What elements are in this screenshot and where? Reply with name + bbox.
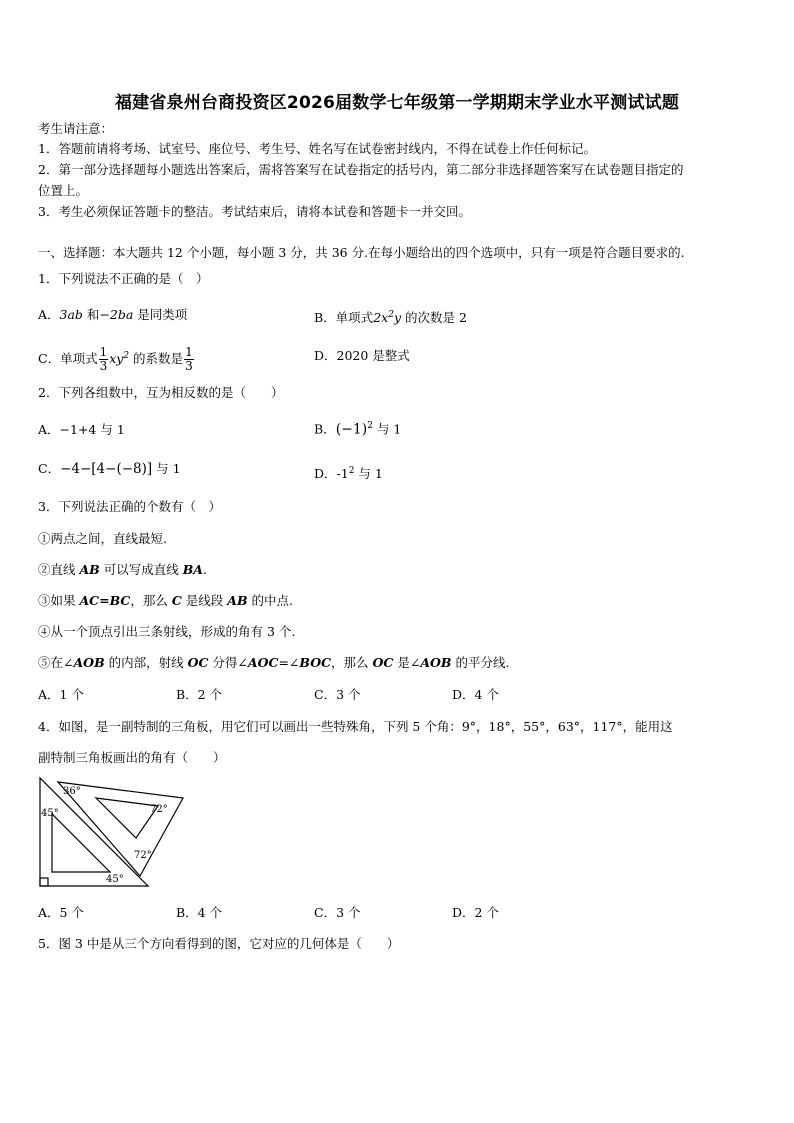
q1-c-label: C．单项式 <box>38 351 98 367</box>
q2-b-label: B． <box>314 421 336 437</box>
q2-c-expr: −4−[4−(−8)] <box>60 461 153 477</box>
q2-option-c <box>38 460 181 478</box>
triangle-45-inner <box>52 814 110 872</box>
t: ⑤在∠ <box>38 655 74 670</box>
q2-b-end: 与 1 <box>372 421 402 437</box>
q5-stem: 5．图 3 中是从三个方向看得到的图，它对应的几何体是（ ） <box>38 936 400 951</box>
t: 分得∠ <box>208 655 248 670</box>
angle-label-72-bottom: 72° <box>134 850 152 861</box>
frac-num: 1 <box>185 345 193 360</box>
q4-option-b: B．4 个 <box>176 905 223 920</box>
triangle-special-inner <box>96 798 158 838</box>
m: C <box>171 593 182 608</box>
q2-c-label: C． <box>38 461 61 476</box>
notice-item-3: 3．考生必须保证答题卡的整洁。考试结束后，请将本试卷和答题卡一并交回。 <box>38 204 471 219</box>
m: AB <box>227 593 248 608</box>
t: ②直线 <box>38 562 80 577</box>
q1-b-sup: 2 <box>388 310 394 320</box>
q1-a-math2: −2ba <box>99 307 134 322</box>
q2-d-label: D． <box>314 466 337 482</box>
q2-option-b <box>314 417 401 439</box>
q1-c-fraction <box>99 346 109 373</box>
q2-b-expr: (−1) <box>335 421 368 438</box>
notice-item-2: 2．第一部分选择题每小题选出答案后，需将答案写在试卷指定的括号内，第二部分非选择题答案写在试卷题目指定的 <box>38 162 684 177</box>
q2-d-expr: -1 <box>336 466 349 482</box>
q4-option-c: C．3 个 <box>314 905 361 920</box>
q1-b-math: 2x <box>373 310 389 326</box>
q2-d-end: 与 1 <box>354 466 383 482</box>
q1-c-sup: 2 <box>123 351 130 361</box>
q2-a-label: A． <box>38 422 60 437</box>
t: 的内部，射线 <box>104 655 188 670</box>
q2-option-d <box>314 462 383 483</box>
q3-statement-5 <box>38 654 509 672</box>
m: AC=BC <box>79 593 131 608</box>
q2-c-end: 与 1 <box>152 461 181 476</box>
t: ③如果 <box>38 593 80 608</box>
notice-heading: 考生请注意： <box>38 121 114 136</box>
q3-statement-1: ①两点之间，直线最短. <box>38 531 167 546</box>
q3-statement-2 <box>38 561 207 579</box>
q2-option-a <box>38 421 125 439</box>
m: OC <box>372 655 394 670</box>
m: BOC <box>299 655 332 670</box>
q1-option-c <box>38 338 195 377</box>
t: 可以写成直线 <box>99 562 183 577</box>
q2-stem: 2．下列各组数中，互为相反数的是（ ） <box>38 385 284 400</box>
q1-c-fraction2 <box>184 346 194 373</box>
q4-stem-line1: 4．如图，是一副特制的三角板，用它们可以画出一些特殊角，下列 5 个角：9°，18°，55°，63°，117°，能用这 <box>38 719 673 734</box>
t: 是线段 <box>181 593 228 608</box>
q3-statement-3 <box>38 592 293 610</box>
t: =∠ <box>278 655 300 670</box>
q1-c-mid: 的系数是 <box>129 351 184 367</box>
t: . <box>202 562 207 577</box>
q1-b-end: 的次数是 2 <box>401 310 467 326</box>
t: ，那么 <box>331 655 373 670</box>
notice-item-1: 1．答题前请将考场、试室号、座位号、考生号、姓名写在试卷密封线内，不得在试卷上作任何标记。 <box>38 141 596 156</box>
angle-label-36: 36° <box>63 786 81 797</box>
m: AB <box>79 562 100 577</box>
q2-b-sup: 2 <box>367 421 373 431</box>
m: OC <box>187 655 209 670</box>
t: 的平分线. <box>451 655 510 670</box>
exam-title: 福建省泉州台商投资区2026届数学七年级第一学期期末学业水平测试试题 <box>114 93 680 113</box>
q2-a-expr: −1+4 与 1 <box>59 422 125 437</box>
q1-a-label: A． <box>38 307 60 322</box>
triangle-45-outer <box>40 778 148 886</box>
q1-stem: 1．下列说法不正确的是（ ） <box>38 271 209 286</box>
section-heading: 一、选择题：本大题共 12 个小题，每小题 3 分，共 36 分.在每小题给出的四个选项中，只有一项是符合题目要求的. <box>38 245 685 260</box>
q1-b-label: B．单项式 <box>314 310 374 326</box>
q3-option-c: C．3 个 <box>314 687 361 702</box>
frac-den: 3 <box>99 359 108 374</box>
t: ，那么 <box>130 593 172 608</box>
t: 是∠ <box>393 655 421 670</box>
q1-a-mid: 和 <box>82 307 100 322</box>
angle-label-45-left: 45° <box>41 808 59 819</box>
q3-statement-4: ④从一个顶点引出三条射线，形成的角有 3 个. <box>38 624 296 639</box>
notice-item-2-cont: 位置上。 <box>38 183 89 198</box>
frac-num: 1 <box>99 345 108 360</box>
m: AOC <box>247 655 279 670</box>
q1-a-end: 是同类项 <box>133 307 188 322</box>
frac-den: 3 <box>185 359 193 374</box>
t: 的中点. <box>247 593 293 608</box>
q3-option-b: B．2 个 <box>176 687 223 702</box>
q1-c-math: xy <box>109 351 124 367</box>
triangle-rulers-figure <box>38 776 188 891</box>
q1-b-math2: y <box>393 310 401 326</box>
q4-option-a: A．5 个 <box>38 905 84 920</box>
m: AOB <box>73 655 105 670</box>
q3-option-a: A．1 个 <box>38 687 84 702</box>
q1-option-b <box>314 306 467 327</box>
q1-option-a <box>38 306 187 324</box>
q1-option-d: D．2020 是整式 <box>314 348 410 363</box>
q3-option-d: D．4 个 <box>452 687 499 702</box>
m: BA <box>182 562 203 577</box>
m: AOB <box>420 655 452 670</box>
angle-label-45-bottom: 45° <box>106 874 124 885</box>
q1-a-math1: 3ab <box>59 307 83 322</box>
q3-stem: 3．下列说法正确的个数有（ ） <box>38 499 221 514</box>
q4-stem-line2: 副特制三角板画出的角有（ ） <box>38 750 226 765</box>
q2-d-sup: 2 <box>348 466 355 476</box>
right-angle-mark <box>40 878 48 886</box>
q4-option-d: D．2 个 <box>452 905 499 920</box>
angle-label-72-top: 72° <box>150 804 168 815</box>
